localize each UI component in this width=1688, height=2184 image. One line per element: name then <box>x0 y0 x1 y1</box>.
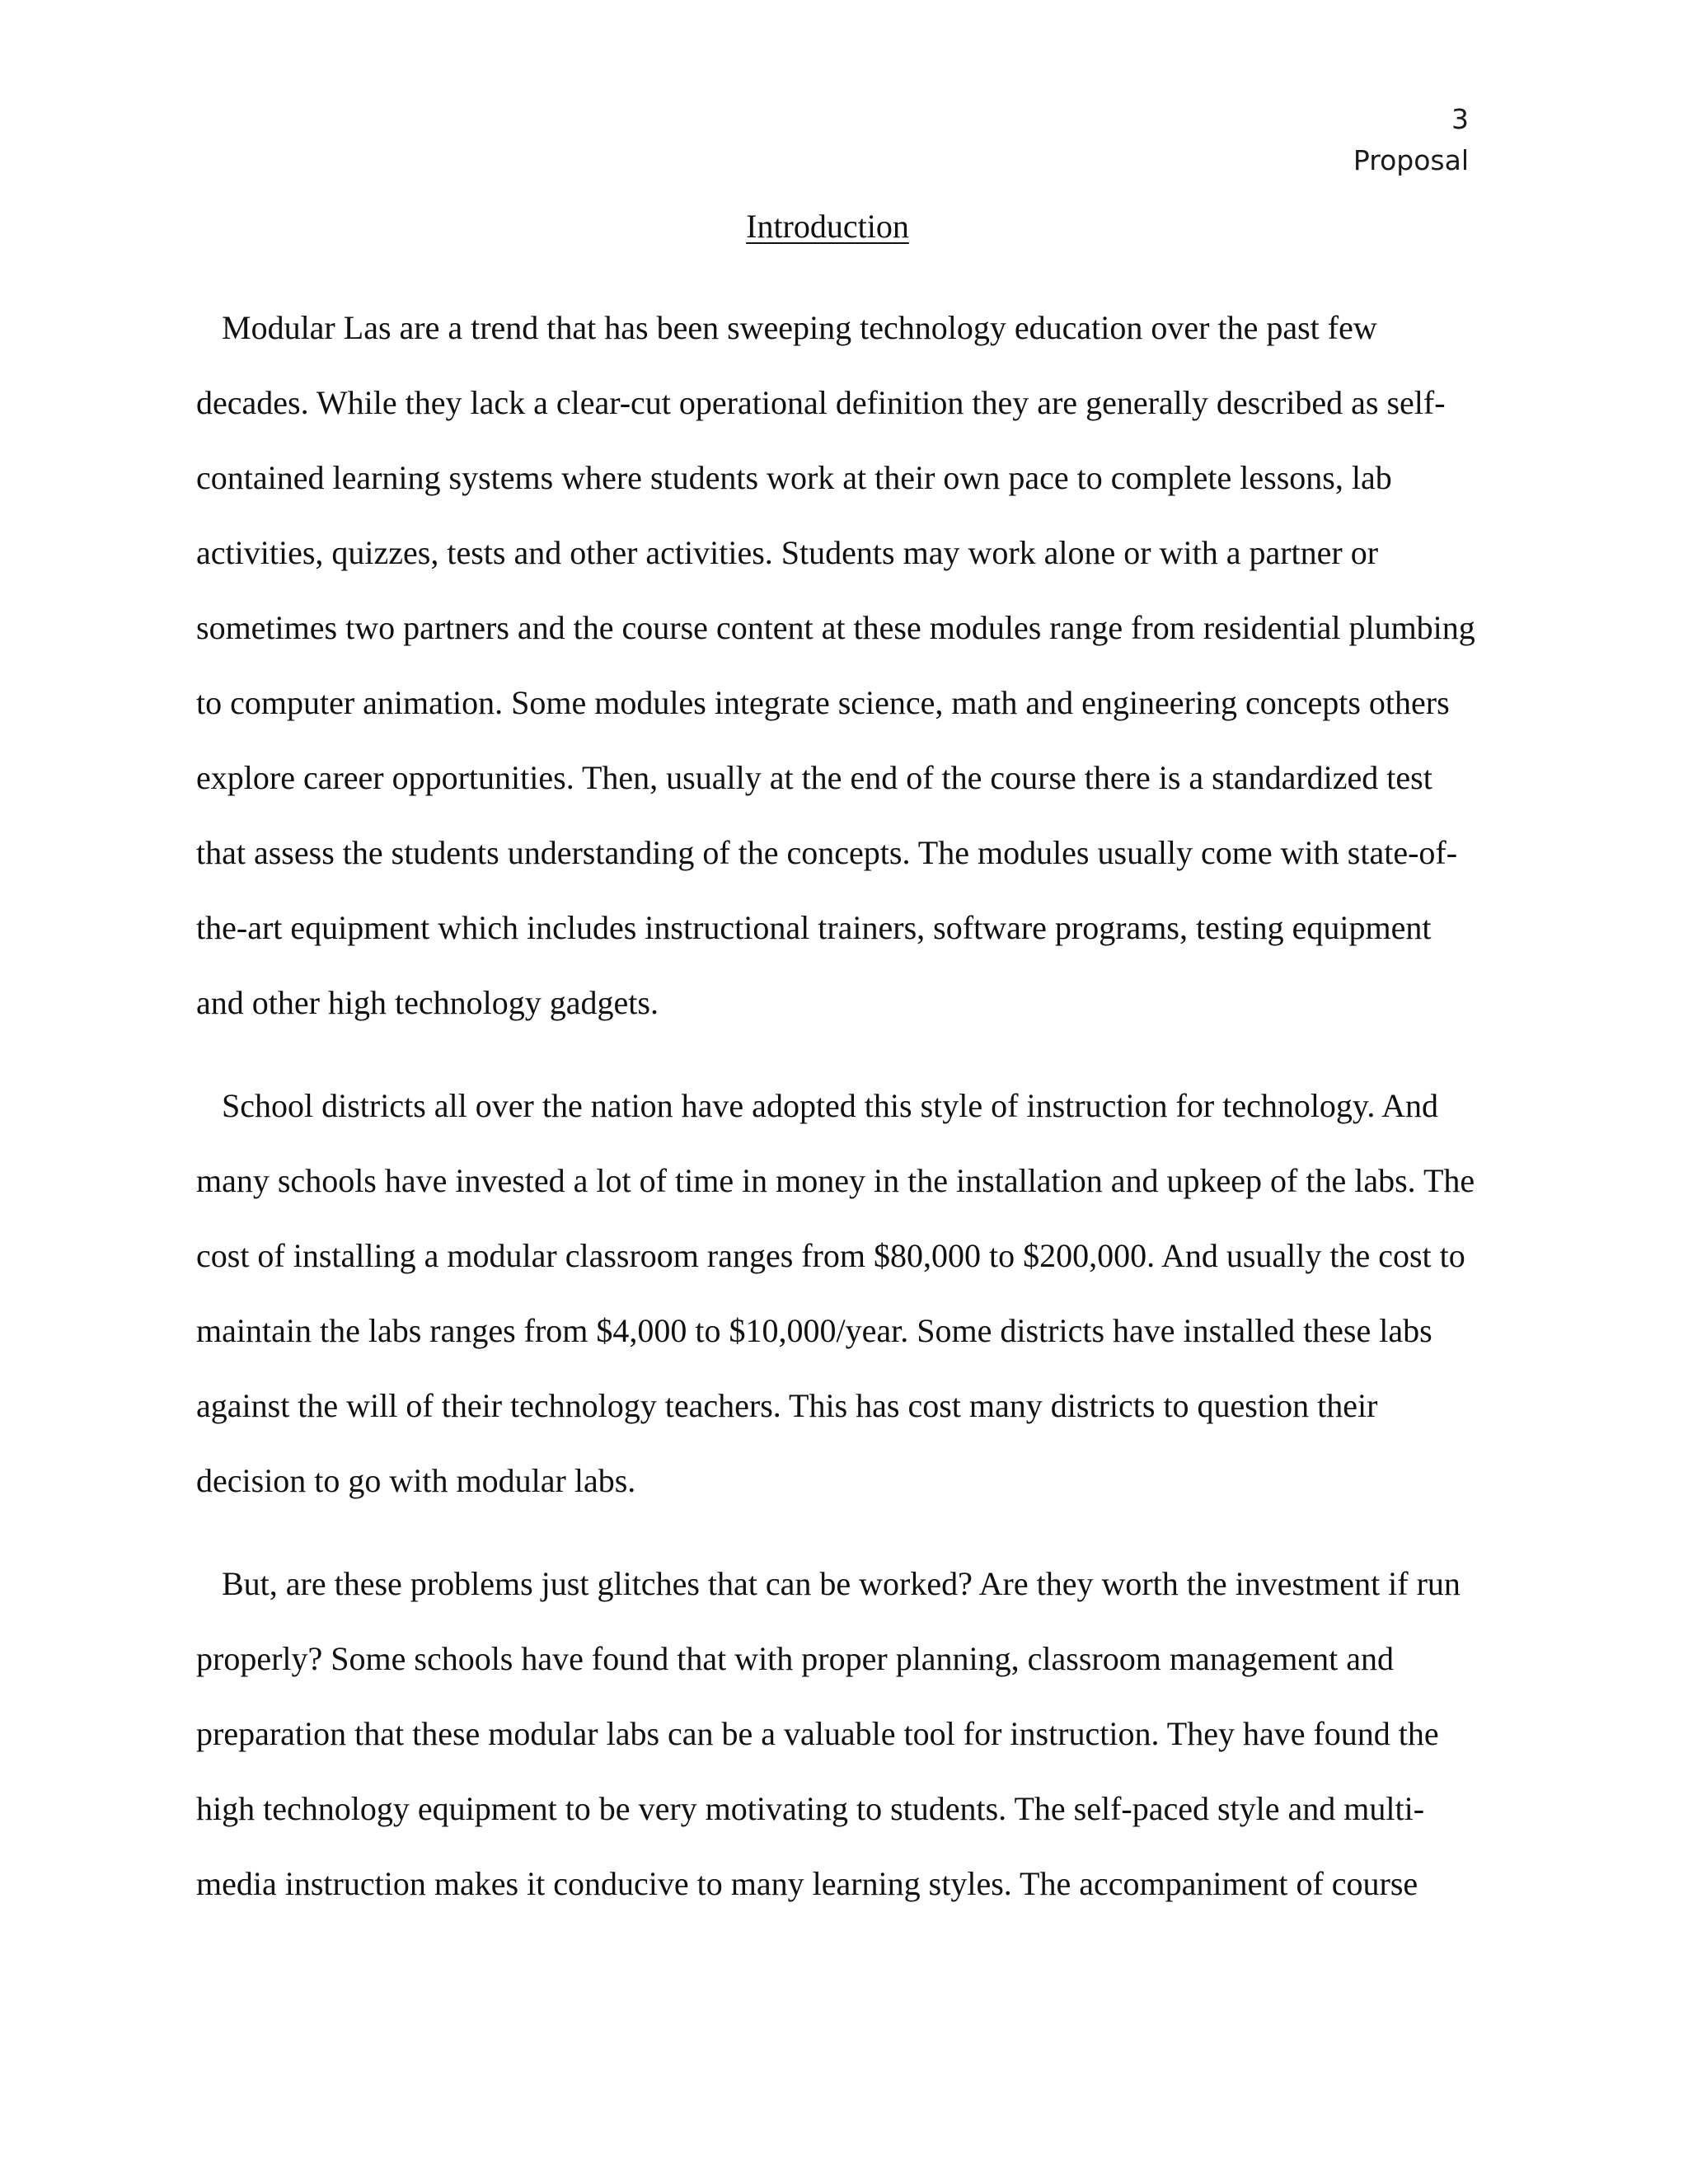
text-line: maintain the labs ranges from $4,000 to $10,000/year. Some districts have installed these labs <box>196 1312 1432 1349</box>
text-line: and other high technology gadgets. <box>196 984 659 1021</box>
text-line: the-art equipment which includes instructional trainers, software programs, testing equipment <box>196 909 1432 946</box>
text-line: But, are these problems just glitches that can be worked? Are they worth the investment if run <box>222 1565 1461 1602</box>
text-line: properly? Some schools have found that with proper planning, classroom management and <box>196 1640 1394 1677</box>
page-header <box>1353 99 1469 181</box>
text-line: decision to go with modular labs. <box>196 1462 636 1499</box>
paragraph-spacer <box>196 1530 1515 1558</box>
paragraph-3 <box>196 1558 1515 1933</box>
text-line: decades. While they lack a clear-cut operational definition they are generally described as self- <box>196 384 1446 421</box>
page-number: 3 <box>1451 103 1469 135</box>
section-title: Introduction <box>746 208 909 245</box>
paragraph-2 <box>196 1080 1515 1530</box>
text-line: preparation that these modular labs can be a valuable tool for instruction. They have found the <box>196 1715 1439 1752</box>
text-line: cost of installing a modular classroom ranges from $80,000 to $200,000. And usually the cost to <box>196 1237 1465 1274</box>
text-line: Modular Las are a trend that has been sweeping technology education over the past few <box>222 309 1377 346</box>
running-head: Proposal <box>1353 144 1469 176</box>
text-line: that assess the students understanding of the concepts. The modules usually come with state-of- <box>196 834 1458 871</box>
text-line: School districts all over the nation have adopted this style of instruction for technology. And <box>222 1087 1439 1124</box>
paragraph-spacer <box>196 1052 1515 1080</box>
text-line: many schools have invested a lot of time in money in the installation and upkeep of the labs. The <box>196 1162 1475 1199</box>
body-text <box>196 302 1515 1933</box>
text-line: activities, quizzes, tests and other activities. Students may work alone or with a partner or <box>196 534 1379 571</box>
text-line: to computer animation. Some modules integrate science, math and engineering concepts others <box>196 684 1450 721</box>
text-line: contained learning systems where students work at their own pace to complete lessons, lab <box>196 459 1392 496</box>
text-line: against the will of their technology teachers. This has cost many districts to question their <box>196 1387 1378 1424</box>
text-line: media instruction makes it conducive to many learning styles. The accompaniment of course <box>196 1865 1418 1902</box>
text-line: high technology equipment to be very motivating to students. The self-paced style and multi- <box>196 1790 1425 1827</box>
paragraph-1 <box>196 302 1515 1052</box>
text-line: sometimes two partners and the course content at these modules range from residential plumbing <box>196 609 1475 646</box>
text-line: explore career opportunities. Then, usually at the end of the course there is a standardized test <box>196 759 1432 796</box>
